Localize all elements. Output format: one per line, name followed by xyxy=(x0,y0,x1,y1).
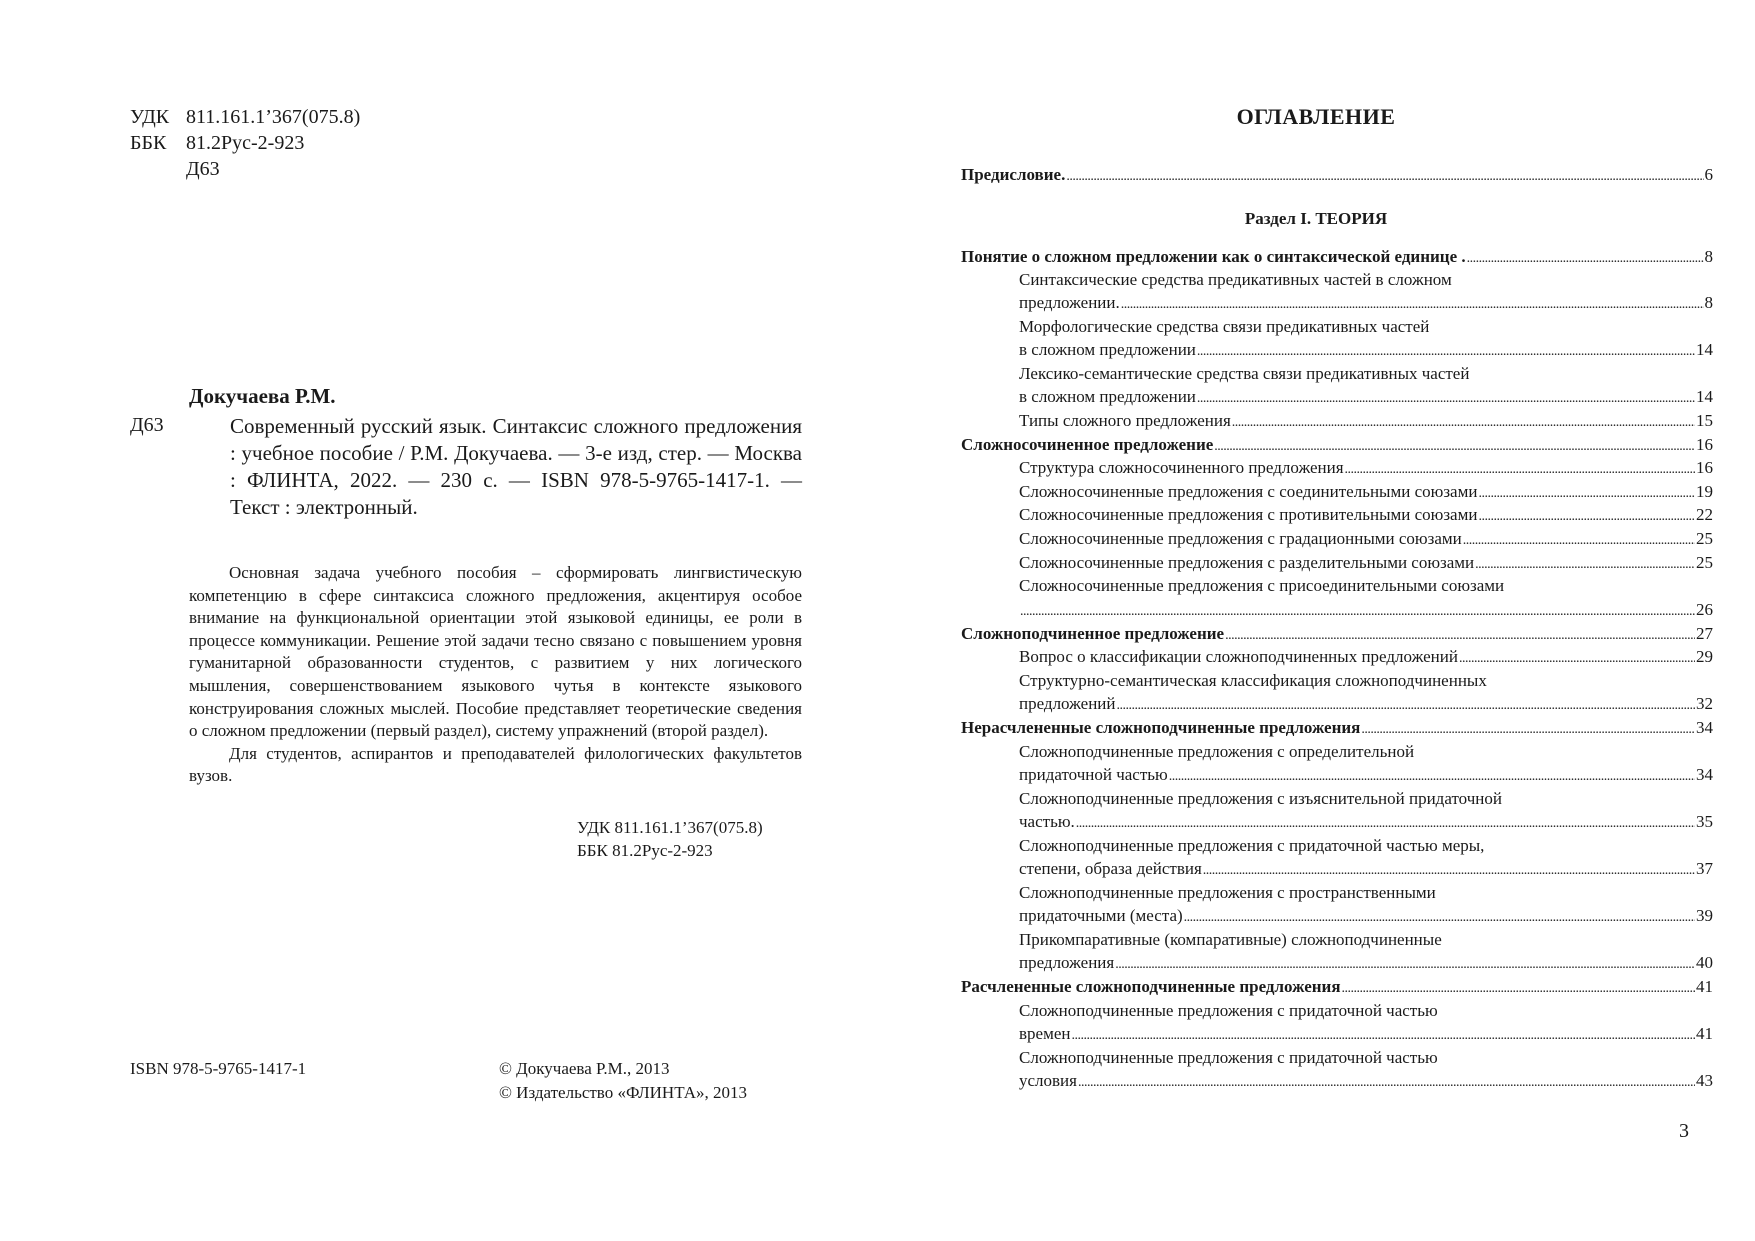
toc-entry-title: Сложноподчиненное предложение xyxy=(961,624,1225,643)
toc-entry-first-line: Сложноподчиненные предложения с придаточной частью xyxy=(1019,1048,1438,1067)
toc-leader-dots xyxy=(1232,410,1695,434)
toc-entry-first-line: Сложноподчиненные предложения с придаточной частью xyxy=(1019,1001,1438,1020)
annotation xyxy=(189,562,802,788)
left-page xyxy=(0,0,877,1241)
toc-entry-title: Сложносочиненные предложения с противительными союзами xyxy=(1019,505,1478,524)
toc-entry-page: 39 xyxy=(1696,906,1713,925)
toc-entry-page: 26 xyxy=(1696,600,1713,619)
toc-entry[interactable] xyxy=(1019,952,1713,974)
bbk-value: 81.2Рус-2-923 xyxy=(186,132,305,154)
toc-entry-title: Типы сложного предложения xyxy=(1019,411,1231,430)
toc-entry-page: 15 xyxy=(1696,411,1713,430)
right-page xyxy=(877,0,1755,1241)
toc-entry-title: частью. xyxy=(1019,812,1075,831)
toc-entry-page: 35 xyxy=(1696,812,1713,831)
toc-entry[interactable] xyxy=(1019,693,1713,715)
toc-entry[interactable] xyxy=(961,976,1713,998)
toc-entry-title: придаточными (места) xyxy=(1019,906,1183,925)
toc-leader-dots xyxy=(1345,457,1695,481)
toc-entry[interactable] xyxy=(1019,858,1713,880)
toc-entry[interactable] xyxy=(1019,1070,1713,1092)
toc-entry-first-line: Сложноподчиненные предложения с определительной xyxy=(1019,742,1415,761)
toc-entry-title: предложения xyxy=(1019,953,1115,972)
toc-entry-page: 37 xyxy=(1696,859,1713,878)
toc-entry-title: Предисловие. xyxy=(961,165,1066,184)
toc-entry-page: 14 xyxy=(1696,340,1713,359)
toc-leader-dots xyxy=(1478,504,1695,528)
author-sign-side: Д63 xyxy=(130,414,164,436)
toc-entry-page: 16 xyxy=(1696,435,1713,454)
toc-entry-page: 8 xyxy=(1704,247,1713,266)
toc-leader-dots xyxy=(1214,434,1695,458)
toc-entry-first-line: Синтаксические средства предикативных частей в сложном xyxy=(1019,270,1452,289)
toc-leader-dots xyxy=(1459,646,1695,670)
toc-entry-page: 25 xyxy=(1696,553,1713,572)
toc-entry-page: 34 xyxy=(1696,718,1713,737)
toc-entry-first-line: Сложноподчиненные предложения с изъяснительной придаточной xyxy=(1019,789,1502,808)
annotation-paragraph-2: Для студентов, аспирантов и преподавателей филологических факультетов вузов. xyxy=(189,743,802,786)
toc-entry[interactable] xyxy=(1019,552,1713,574)
toc-entry-preface[interactable] xyxy=(961,164,1713,186)
toc-leader-dots xyxy=(1076,811,1695,835)
toc-entry[interactable] xyxy=(1019,339,1713,361)
toc-entry-first-line: Сложноподчиненные предложения с пространственными xyxy=(1019,883,1436,902)
toc-leader-dots xyxy=(1361,717,1695,741)
toc-entry[interactable] xyxy=(1019,811,1713,833)
bbk-bottom: ББК 81.2Рус-2-923 xyxy=(577,841,713,860)
toc-entry-page: 8 xyxy=(1704,293,1713,312)
toc-entry-first-line: Структурно-семантическая классификация сложноподчиненных xyxy=(1019,671,1487,690)
toc-leader-dots xyxy=(1197,339,1695,363)
toc-leader-dots xyxy=(1169,764,1695,788)
toc-entry[interactable] xyxy=(961,623,1713,645)
toc-entry[interactable] xyxy=(1019,646,1713,668)
toc-leader-dots xyxy=(1475,552,1695,576)
toc-entry-title: предложении. xyxy=(1019,293,1120,312)
toc-entry[interactable] xyxy=(1019,905,1713,927)
toc-entry-first-line: Лексико-семантические средства связи предикативных частей xyxy=(1019,364,1470,383)
toc-entry-first-line: Сложносочиненные предложения с присоединительными союзами xyxy=(1019,576,1505,595)
toc-leader-dots xyxy=(1203,858,1695,882)
toc-entry-page: 19 xyxy=(1696,482,1713,501)
toc-leader-dots xyxy=(1467,246,1704,270)
toc-title: ОГЛАВЛЕНИЕ xyxy=(1236,104,1396,129)
toc-leader-dots xyxy=(1066,164,1703,188)
toc-entry[interactable] xyxy=(1019,504,1713,526)
toc-entry-page: 25 xyxy=(1696,529,1713,548)
toc-entry[interactable] xyxy=(1019,292,1713,314)
isbn: ISBN 978-5-9765-1417-1 xyxy=(130,1059,307,1078)
toc-entry-page: 29 xyxy=(1696,647,1713,666)
toc-entry-title: в сложном предложении xyxy=(1019,340,1196,359)
toc-entry-page: 14 xyxy=(1696,387,1713,406)
toc-entry-title: Сложносочиненные предложения с соединительными союзами xyxy=(1019,482,1478,501)
toc-entry[interactable] xyxy=(961,717,1713,739)
toc-leader-dots xyxy=(1115,952,1695,976)
toc-entry-title: Вопрос о классификации сложноподчиненных предложений xyxy=(1019,647,1458,666)
toc-entry[interactable] xyxy=(1019,528,1713,550)
toc-entry-page: 6 xyxy=(1704,165,1713,184)
toc-entry-title: Сложносочиненные предложения с градационными союзами xyxy=(1019,529,1462,548)
toc-leader-dots xyxy=(1225,623,1695,647)
toc-entry-page: 40 xyxy=(1696,953,1713,972)
toc-leader-dots xyxy=(1197,386,1695,410)
udk-bottom: УДК 811.161.1’367(075.8) xyxy=(577,818,763,837)
toc-entry[interactable] xyxy=(1019,1023,1713,1045)
toc-entry-title: Нерасчлененные сложноподчиненные предложения xyxy=(961,718,1361,737)
toc-entry-title: Расчлененные сложноподчиненные предложения xyxy=(961,977,1341,996)
annotation-paragraph-1: Основная задача учебного пособия – сформировать лингвистическую компетенцию в сфере синтаксиса сложного предложения, акцентируя особое внимание на функциональной ориентации этой языковой единицы, ее роли в процессе коммуникации. Решение этой задачи тесно связано с повышением уровня гуманитарной образованности студентов, с развитием у них логического мышления, совершенствованием языкового чутья в контексте языкового конструирования сложных мыслей. Пособие представляет теоретические сведения о сложном предложении (первый раздел), систему упражнений (второй раздел). xyxy=(189,563,802,741)
toc-entry[interactable] xyxy=(1019,410,1713,432)
toc-entry[interactable] xyxy=(1019,764,1713,786)
toc-leader-dots xyxy=(1117,693,1696,717)
toc-leader-dots xyxy=(1184,905,1695,929)
bibliographic-text: Современный русский язык. Синтаксис сложного предложения : учебное пособие / Р.М. Докучаева. — 3-е изд, стер. — Москва : ФЛИНТА, 2022. — 230 с. — ISBN 978-5-9765-1417-1. — Текст : электронный. xyxy=(230,414,802,519)
toc-leader-dots xyxy=(1121,292,1704,316)
toc-leader-dots xyxy=(1342,976,1695,1000)
bibliographic-record xyxy=(230,413,802,521)
toc-entry-page: 22 xyxy=(1696,505,1713,524)
toc-entry-title: Сложносочиненные предложения с разделительными союзами xyxy=(1019,553,1475,572)
toc-entry-title: предложений xyxy=(1019,694,1116,713)
toc-entry-title: в сложном предложении xyxy=(1019,387,1196,406)
udk-value: 811.161.1’367(075.8) xyxy=(186,106,361,128)
toc-entry-first-line: Морфологические средства связи предикативных частей xyxy=(1019,317,1430,336)
toc-entry-title: придаточной частью xyxy=(1019,765,1168,784)
toc-entry[interactable] xyxy=(1019,457,1713,479)
toc-entry-page: 41 xyxy=(1696,1024,1713,1043)
toc-entry-title: условия xyxy=(1019,1071,1077,1090)
copyright-publisher: © Издательство «ФЛИНТА», 2013 xyxy=(499,1083,748,1102)
toc-entry-title: Структура сложносочиненного предложения xyxy=(1019,458,1344,477)
copyright-author: © Докучаева Р.М., 2013 xyxy=(499,1059,670,1078)
bbk-label: ББК xyxy=(130,132,167,154)
toc-entry-first-line: Прикомпаративные (компаративные) сложноподчиненные xyxy=(1019,930,1442,949)
toc-entry-page: 32 xyxy=(1696,694,1713,713)
toc-entry-page: 41 xyxy=(1696,977,1713,996)
toc-entry-page: 34 xyxy=(1696,765,1713,784)
toc-entry-page: 27 xyxy=(1696,624,1713,643)
toc-entry[interactable] xyxy=(1019,599,1713,621)
toc-entry-title: Сложносочиненное предложение xyxy=(961,435,1214,454)
toc-entry-title: степени, образа действия xyxy=(1019,859,1202,878)
toc-entry-page: 43 xyxy=(1696,1071,1713,1090)
toc-entry-title: Понятие о сложном предложении как о синтаксической единице . xyxy=(961,247,1466,266)
toc-entry[interactable] xyxy=(1019,386,1713,408)
author-sign: Д63 xyxy=(186,158,220,180)
toc-entry[interactable] xyxy=(961,246,1713,268)
toc-entry-page: 16 xyxy=(1696,458,1713,477)
toc-entry-title: времен xyxy=(1019,1024,1071,1043)
toc-leader-dots xyxy=(1463,528,1695,552)
toc-entry[interactable] xyxy=(1019,481,1713,503)
copyright xyxy=(499,1057,747,1105)
classification-codes-bottom xyxy=(577,816,763,862)
toc-entry[interactable] xyxy=(961,434,1713,456)
toc-leader-dots xyxy=(1020,599,1695,623)
page-number: 3 xyxy=(1679,1120,1689,1142)
toc-leader-dots xyxy=(1071,1023,1695,1047)
classification-codes xyxy=(130,104,360,182)
author-name: Докучаева Р.М. xyxy=(189,384,336,408)
udk-label: УДК xyxy=(130,106,170,128)
toc-section-heading: Раздел I. ТЕОРИЯ xyxy=(1244,209,1388,228)
toc-leader-dots xyxy=(1078,1070,1695,1094)
toc-leader-dots xyxy=(1478,481,1695,505)
toc-entry-first-line: Сложноподчиненные предложения с придаточной частью меры, xyxy=(1019,836,1485,855)
